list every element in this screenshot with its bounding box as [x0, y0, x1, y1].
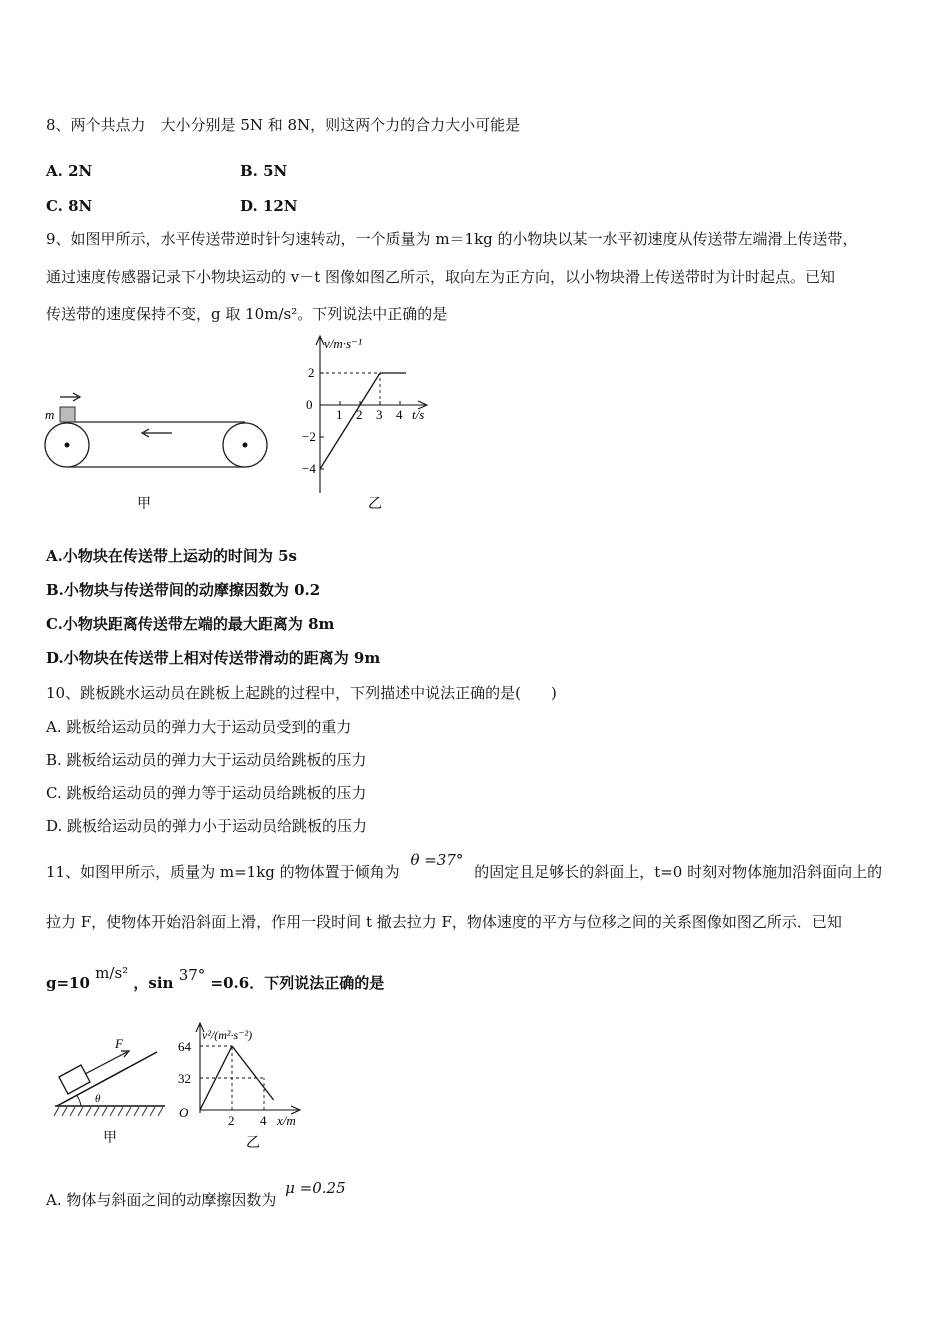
y-tick-label: −4	[302, 461, 316, 476]
x-axis-label: x/m	[277, 1113, 296, 1128]
origin-label: O	[179, 1105, 189, 1120]
left-pulley	[45, 423, 89, 467]
fig-yi-caption: 乙	[246, 1136, 260, 1151]
q11-line1-part-a: 11、如图甲所示，质量为 m=1kg 的物体置于倾角为	[46, 863, 400, 881]
q11-stem-line1	[46, 851, 883, 882]
mass-label: m	[45, 407, 55, 422]
q9-option-d: D.小物块在传送带上相对传送带滑动的距离为 9m	[46, 649, 381, 667]
small-block	[60, 407, 75, 422]
y-axis-label: v/m·s⁻¹	[324, 336, 362, 351]
ground-hatching	[54, 1107, 163, 1116]
q9-option-b: B.小物块与传送带间的动摩擦因数为 0.2	[46, 581, 321, 599]
q11-v2x-chart	[170, 1020, 315, 1155]
conveyor-belt	[67, 422, 245, 467]
y-tick-label: 0	[306, 397, 313, 412]
q11-stem-line3	[46, 964, 385, 993]
q8-stem: 8、两个共点力 大小分别是 5N 和 8N，则这两个力的合力大小可能是	[46, 116, 521, 134]
fig-jia-caption: 甲	[137, 497, 151, 512]
q8-option-d: D. 12N	[240, 197, 298, 215]
q11-option-a	[46, 1179, 346, 1210]
angle-label: θ	[95, 1093, 101, 1105]
force-label: F	[115, 1036, 123, 1051]
q9-conveyor-figure	[40, 385, 280, 515]
q8-option-a: A. 2N	[46, 162, 93, 180]
q11-option-a-text: A. 物体与斜面之间的动摩擦因数为	[46, 1191, 277, 1209]
q9-stem-line1: 9、如图甲所示，水平传送带逆时针匀速转动，一个质量为 m＝1kg 的小物块以某一水平初速度从传送带左端滑上传送带，	[46, 230, 858, 248]
q10-option-b: B. 跳板给运动员的弹力大于运动员给跳板的压力	[46, 751, 367, 769]
x-tick-label: 4	[396, 407, 403, 422]
q10-option-a: A. 跳板给运动员的弹力大于运动员受到的重力	[46, 718, 352, 736]
mu-expression: μ =0.25	[285, 1179, 346, 1197]
x-axis-label: t/s	[412, 407, 425, 422]
y-tick-label: 2	[308, 365, 315, 380]
theta-expression: θ =37°	[410, 851, 464, 869]
incline-block	[59, 1065, 90, 1094]
angle-arc	[77, 1096, 81, 1106]
q9-stem-line3: 传送带的速度保持不变，g 取 10m/s²。下列说法中正确的是	[46, 305, 448, 323]
q10-option-d: D. 跳板给运动员的弹力小于运动员给跳板的压力	[46, 817, 368, 835]
q8-option-b: B. 5N	[240, 162, 288, 180]
y-axis-label: v²/(m²·s⁻²)	[202, 1028, 253, 1042]
belt-direction-arrow	[142, 429, 172, 437]
g-unit: m/s²	[95, 964, 129, 982]
q11-stem-line2: 拉力 F，使物体开始沿斜面上滑，作用一段时间 t 撤去拉力 F，物体速度的平方与位移之间的关系图像如图乙所示．已知	[46, 913, 842, 931]
series-segment	[200, 1046, 232, 1110]
sin-argument: 37°	[178, 966, 206, 984]
q9-stem-line2: 通过速度传感器记录下小物块运动的 v－t 图像如图乙所示，取向左为正方向，以小物块滑上传送带时为计时起点。已知	[46, 268, 836, 286]
q11-g-label: g=10	[46, 974, 90, 992]
q8-option-c: C. 8N	[46, 197, 93, 215]
q10-stem: 10、跳板跳水运动员在跳板上起跳的过程中，下列描述中说法正确的是( )	[46, 684, 557, 702]
y-tick-label: 32	[178, 1071, 191, 1086]
q11-line1-part-b: 的固定且足够长的斜面上，t=0 时刻对物体施加沿斜面向上的	[474, 863, 883, 881]
fig-yi-caption: 乙	[368, 497, 382, 512]
q9-option-c: C.小物块距离传送带左端的最大距离为 8m	[46, 615, 335, 633]
q11-sin-label: ，sin	[133, 974, 174, 992]
series-segment	[320, 373, 380, 469]
fig-jia-caption: 甲	[103, 1131, 117, 1146]
q11-incline-figure	[45, 1030, 175, 1150]
q11-line3-tail: =0.6．下列说法正确的是	[210, 974, 385, 992]
x-tick-label: 1	[336, 407, 343, 422]
y-tick-label: −2	[302, 429, 316, 444]
right-pulley	[223, 423, 267, 467]
x-tick-label: 2	[356, 407, 363, 422]
x-tick-label: 3	[376, 407, 383, 422]
y-tick-label: 64	[178, 1039, 191, 1054]
x-tick-label: 4	[260, 1113, 267, 1128]
q10-option-c: C. 跳板给运动员的弹力等于运动员给跳板的压力	[46, 784, 367, 802]
x-tick-label: 2	[228, 1113, 235, 1128]
block-velocity-arrow	[60, 393, 80, 401]
q9-vt-chart	[290, 330, 450, 520]
series-segment	[232, 1046, 274, 1100]
q9-option-a: A.小物块在传送带上运动的时间为 5s	[46, 547, 297, 565]
